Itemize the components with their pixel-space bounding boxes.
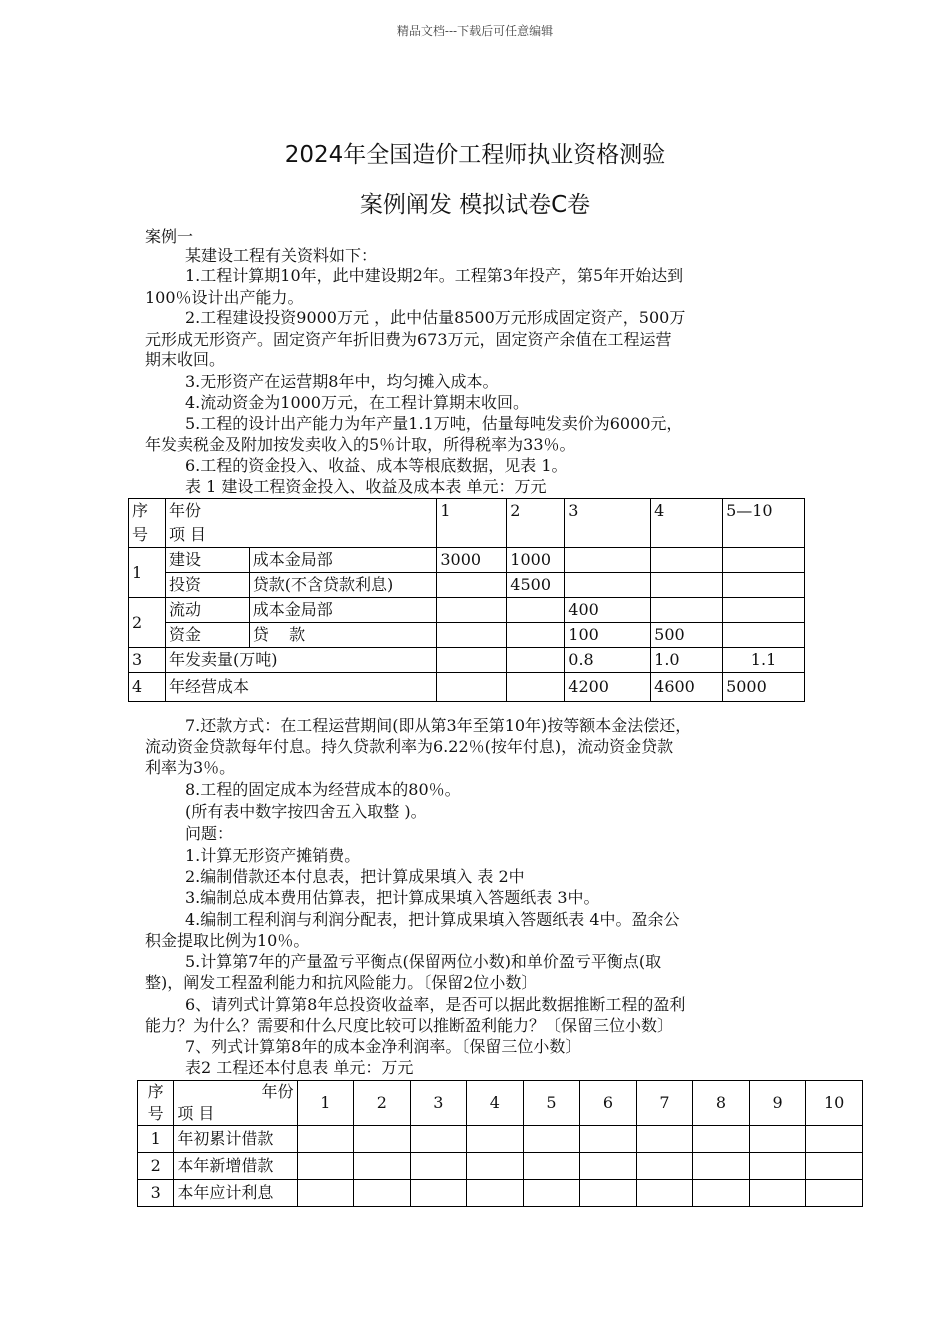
table2-seq-header: 序号 [138, 1081, 174, 1126]
table-cell [410, 1126, 467, 1153]
table-cell [467, 1180, 524, 1207]
body-line: 2.工程建设投资9000万元 ，此中估量8500万元形成固定资产，500万 [185, 308, 686, 327]
row-number: 4 [129, 673, 166, 702]
table-row [129, 573, 805, 598]
table-cell [410, 1180, 467, 1207]
table-cell [297, 1153, 354, 1180]
table-cell [806, 1153, 863, 1180]
table-cell: 400 [565, 598, 651, 623]
body-line: 5.计算第7年的产量盈亏平衡点(保留两位小数)和单价盈亏平衡点(取 [185, 952, 662, 971]
row-label: 年初累计借款 [174, 1126, 297, 1153]
table-row [138, 1126, 863, 1153]
table-cell: 500 [651, 623, 723, 648]
table-cell [507, 648, 565, 673]
table-cell [437, 648, 507, 673]
page-header: 精品文档---下载后可任意编辑 [396, 24, 554, 38]
group-label: 资金 [165, 623, 249, 648]
table-cell [565, 548, 651, 573]
year-header: 4 [651, 499, 723, 548]
document-title: 2024年全国造价工程师执业资格测验 [284, 142, 666, 168]
row-number: 3 [129, 648, 166, 673]
group-label: 建设 [165, 548, 249, 573]
table-cell: 100 [565, 623, 651, 648]
table-cell: 4600 [651, 673, 723, 702]
body-line: 100％设计出产能力。 [145, 288, 304, 307]
table-cell [636, 1153, 693, 1180]
body-line: 4.流动资金为1000万元，在工程计算期末收回。 [185, 393, 529, 412]
table-cell [565, 573, 651, 598]
year-header: 3 [410, 1081, 467, 1126]
table-cell: 1.0 [651, 648, 723, 673]
body-line: 3.无形资产在运营期8年中，均匀摊入成本。 [185, 372, 499, 391]
row-label: 本年应计利息 [174, 1180, 297, 1207]
year-header: 7 [636, 1081, 693, 1126]
table-cell: 4200 [565, 673, 651, 702]
body-line: 利率为3％。 [145, 758, 236, 777]
table-cell [507, 623, 565, 648]
year-label: 年份 [261, 1082, 294, 1101]
table-cell [693, 1180, 750, 1207]
row-number: 2 [138, 1153, 174, 1180]
table1-caption: 表 1 建设工程资金投入、收益及成本表 单元：万元 [185, 477, 547, 496]
group-label: 投资 [165, 573, 249, 598]
body-line: 1.工程计算期10年，此中建设期2年。工程第3年投产，第5年开始达到 [185, 266, 684, 285]
year-header: 1 [437, 499, 507, 548]
table-cell: 4500 [507, 573, 565, 598]
body-line: 年发卖税金及附加按发卖收入的5％计取，所得税率为33％。 [145, 435, 576, 454]
body-line: (所有表中数字按四舍五入取整 )。 [185, 802, 427, 821]
table-cell [723, 573, 805, 598]
row-number: 3 [138, 1180, 174, 1207]
table-cell: 0.8 [565, 648, 651, 673]
row-label: 成本金局部 [249, 548, 437, 573]
body-line: 1.计算无形资产摊销费。 [185, 846, 361, 865]
table-cell [651, 573, 723, 598]
row-label: 本年新增借款 [174, 1153, 297, 1180]
table-cell [723, 598, 805, 623]
row-label: 年经营成本 [165, 673, 436, 702]
body-line: 整)，阐发工程盈利能力和抗风险能力。〔保留2位小数〕 [145, 973, 538, 992]
table2-corner-header [174, 1081, 297, 1126]
body-line: 期末收回。 [145, 350, 226, 369]
table-cell [651, 548, 723, 573]
year-header: 2 [507, 499, 565, 548]
table-row [129, 623, 805, 648]
table-cell [354, 1126, 411, 1153]
table-cell [523, 1153, 580, 1180]
table-cell [723, 623, 805, 648]
document-subtitle: 案例阐发 模拟试卷C卷 [359, 192, 591, 218]
table-cell [354, 1153, 411, 1180]
table-cell [297, 1180, 354, 1207]
table1-seq-header: 序号 [129, 499, 166, 548]
body-line: 4.编制工程利润与利润分配表，把计算成果填入答题纸表 4中。盈余公 [185, 910, 680, 929]
table-cell [693, 1126, 750, 1153]
table2-caption: 表2 工程还本付息表 单元：万元 [185, 1058, 414, 1077]
year-header: 10 [806, 1081, 863, 1126]
table-cell [437, 598, 507, 623]
table-cell: 1.1 [723, 648, 805, 673]
body-line: 2.编制借款还本付息表，把计算成果填入 表 2中 [185, 867, 525, 886]
table-cell [354, 1180, 411, 1207]
table-cell [723, 548, 805, 573]
body-line: 7.还款方式：在工程运营期间(即从第3年至第10年)按等额本金法偿还， [185, 716, 692, 735]
body-line: 3.编制总成本费用估算表，把计算成果填入答题纸表 3中。 [185, 888, 600, 907]
table-cell [437, 573, 507, 598]
year-header: 3 [565, 499, 651, 548]
row-label: 年发卖量(万吨) [165, 648, 436, 673]
table-cell [437, 623, 507, 648]
table-cell [806, 1126, 863, 1153]
year-header: 2 [354, 1081, 411, 1126]
body-line: 某建设工程有关资料如下： [185, 246, 378, 265]
table-cell [580, 1126, 637, 1153]
row-number: 1 [138, 1126, 174, 1153]
table-row [129, 673, 805, 702]
group-label: 流动 [165, 598, 249, 623]
body-line: 流动资金贷款每年付息。持久贷款利率为6.22％(按年付息)，流动资金贷款 [145, 737, 674, 756]
body-line: 6.工程的资金投入、收益、成本等根底数据，见表 1。 [185, 456, 568, 475]
case-heading: 案例一 [145, 227, 194, 246]
table-cell: 1000 [507, 548, 565, 573]
table-row [129, 548, 805, 573]
table-cell [693, 1153, 750, 1180]
year-header: 5 [523, 1081, 580, 1126]
table-cell [297, 1126, 354, 1153]
table-cell [410, 1153, 467, 1180]
body-line: 5.工程的设计出产能力为年产量1.1万吨，估量每吨发卖价为6000元， [185, 414, 683, 433]
table-cell [749, 1180, 806, 1207]
table-cell: 5000 [723, 673, 805, 702]
year-header: 8 [693, 1081, 750, 1126]
row-number: 2 [129, 598, 166, 648]
year-header: 4 [467, 1081, 524, 1126]
year-header: 6 [580, 1081, 637, 1126]
item-label: 项 目 [168, 525, 207, 544]
row-number: 1 [129, 548, 166, 598]
row-label: 贷 款 [249, 623, 437, 648]
table-cell [806, 1180, 863, 1207]
table-cell [467, 1153, 524, 1180]
row-label: 成本金局部 [249, 598, 437, 623]
table-cell [523, 1180, 580, 1207]
year-label: 年份 [168, 501, 201, 520]
table-cell [580, 1180, 637, 1207]
table-cell: 3000 [437, 548, 507, 573]
table-row [138, 1153, 863, 1180]
table2 [137, 1080, 863, 1207]
table-cell [437, 673, 507, 702]
table-cell [507, 673, 565, 702]
table1-corner-header [165, 499, 436, 548]
table-cell [749, 1153, 806, 1180]
body-line: 元形成无形资产。固定资产年折旧费为673万元，固定资产余值在工程运营 [145, 330, 672, 349]
table1 [128, 498, 805, 702]
row-label: 贷款(不含贷款利息) [249, 573, 437, 598]
table-row [129, 648, 805, 673]
body-line: 积金提取比例为10％。 [145, 931, 310, 950]
table-row [138, 1180, 863, 1207]
body-line: 7、列式计算第8年的成本金净利润率。〔保留三位小数〕 [185, 1037, 582, 1056]
table-cell [467, 1126, 524, 1153]
item-label: 项 目 [177, 1104, 215, 1123]
table1-header-row [129, 499, 805, 548]
body-line: 8.工程的固定成本为经营成本的80％。 [185, 780, 461, 799]
table2-header-row [138, 1081, 863, 1126]
table-cell [523, 1126, 580, 1153]
year-header: 1 [297, 1081, 354, 1126]
table-cell [636, 1180, 693, 1207]
year-header: 5—10 [723, 499, 805, 548]
body-line: 问题： [185, 824, 234, 843]
table-cell [507, 598, 565, 623]
year-header: 9 [749, 1081, 806, 1126]
table-row [129, 598, 805, 623]
table-cell [651, 598, 723, 623]
table-cell [580, 1153, 637, 1180]
table-cell [636, 1126, 693, 1153]
body-line: 能力？为什么？需要和什么尺度比较可以推断盈利能力？〔保留三位小数〕 [145, 1016, 674, 1035]
table-cell [749, 1126, 806, 1153]
body-line: 6、请列式计算第8年总投资收益率，是否可以据此数据推断工程的盈利 [185, 995, 686, 1014]
